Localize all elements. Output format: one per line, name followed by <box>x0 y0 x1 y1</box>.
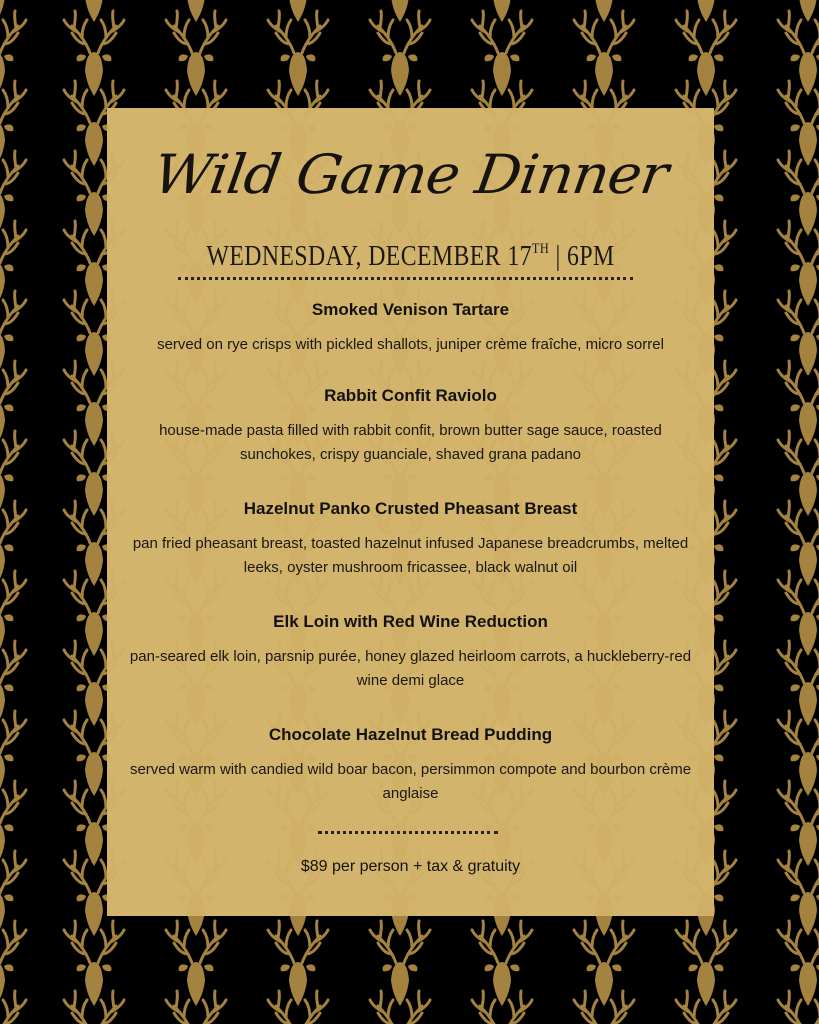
deer-head-icon <box>0 501 26 586</box>
dotted-divider-top <box>178 277 633 280</box>
menu-card <box>107 108 714 916</box>
course-item <box>127 498 694 580</box>
deer-head-icon <box>0 571 26 656</box>
course-description: served warm with candied wild boar bacon, persimmon compote and bourbon crème anglaise <box>129 761 692 802</box>
event-day-suffix: TH <box>531 241 550 257</box>
course-item <box>127 724 694 806</box>
deer-head-icon <box>268 0 328 22</box>
course-description: pan-seared elk loin, parsnip purée, honey glazed heirloom carrots, a huckleberry-red wine demi glace <box>129 648 692 689</box>
deer-head-icon <box>64 0 124 22</box>
deer-head-icon <box>574 0 634 22</box>
deer-head-icon <box>574 11 634 96</box>
deer-head-icon <box>778 851 819 936</box>
deer-head-icon <box>778 0 819 22</box>
course-name: Smoked Venison Tartare <box>311 300 510 319</box>
deer-head-icon <box>0 921 26 1006</box>
deer-head-icon <box>778 571 819 656</box>
deer-head-icon <box>778 431 819 516</box>
deer-head-icon <box>0 11 26 96</box>
course-item <box>127 385 694 467</box>
deer-head-icon <box>166 0 226 22</box>
course-name: Rabbit Confit Raviolo <box>324 386 497 405</box>
deer-head-icon <box>370 0 430 22</box>
deer-head-icon <box>676 0 736 22</box>
course-name: Hazelnut Panko Crusted Pheasant Breast <box>243 499 578 518</box>
deer-head-icon <box>676 11 736 96</box>
event-date-time <box>162 232 660 273</box>
deer-head-icon <box>778 641 819 726</box>
dotted-divider-bottom <box>318 831 498 834</box>
course-description: house-made pasta filled with rabbit confit, brown butter sage sauce, roasted sunchokes, crispy guanciale, shaved grana padano <box>159 422 662 463</box>
deer-head-icon <box>472 11 532 96</box>
deer-head-icon <box>268 11 328 96</box>
course-description: pan fried pheasant breast, toasted hazelnut infused Japanese breadcrumbs, melted leeks, oyster mushroom fricassee, black walnut oil <box>132 535 689 576</box>
deer-head-icon <box>778 501 819 586</box>
deer-head-icon <box>472 0 532 22</box>
deer-head-icon <box>778 361 819 446</box>
deer-head-icon <box>778 291 819 376</box>
deer-head-icon <box>0 291 26 376</box>
deer-head-icon <box>778 151 819 236</box>
deer-head-icon <box>0 151 26 236</box>
price-line: $89 per person + tax & gratuity <box>300 858 521 875</box>
deer-head-icon <box>64 11 124 96</box>
deer-head-icon <box>0 781 26 866</box>
deer-head-icon <box>0 221 26 306</box>
event-time: 6PM <box>567 240 615 272</box>
course-name: Chocolate Hazelnut Bread Pudding <box>268 725 553 744</box>
course-item <box>127 299 694 357</box>
deer-head-icon <box>778 81 819 166</box>
deer-head-icon <box>0 711 26 796</box>
deer-head-icon <box>0 991 26 1024</box>
menu-title: Wild Game Dinner <box>149 143 672 206</box>
deer-head-icon <box>778 11 819 96</box>
deer-head-icon <box>0 0 26 22</box>
deer-head-icon <box>778 921 819 1006</box>
deer-head-icon <box>0 361 26 446</box>
course-item <box>127 611 694 693</box>
event-separator: | <box>549 240 568 272</box>
deer-head-icon <box>0 851 26 936</box>
deer-head-icon <box>778 221 819 306</box>
deer-head-icon <box>166 11 226 96</box>
deer-head-icon <box>0 641 26 726</box>
deer-head-icon <box>0 81 26 166</box>
deer-head-icon <box>778 781 819 866</box>
event-day: WEDNESDAY, DECEMBER 17 <box>206 240 532 272</box>
course-name: Elk Loin with Red Wine Reduction <box>273 612 548 631</box>
deer-head-icon <box>370 11 430 96</box>
course-description: served on rye crisps with pickled shallots, juniper crème fraîche, micro sorrel <box>157 336 664 353</box>
deer-head-icon <box>0 431 26 516</box>
deer-head-icon <box>778 711 819 796</box>
